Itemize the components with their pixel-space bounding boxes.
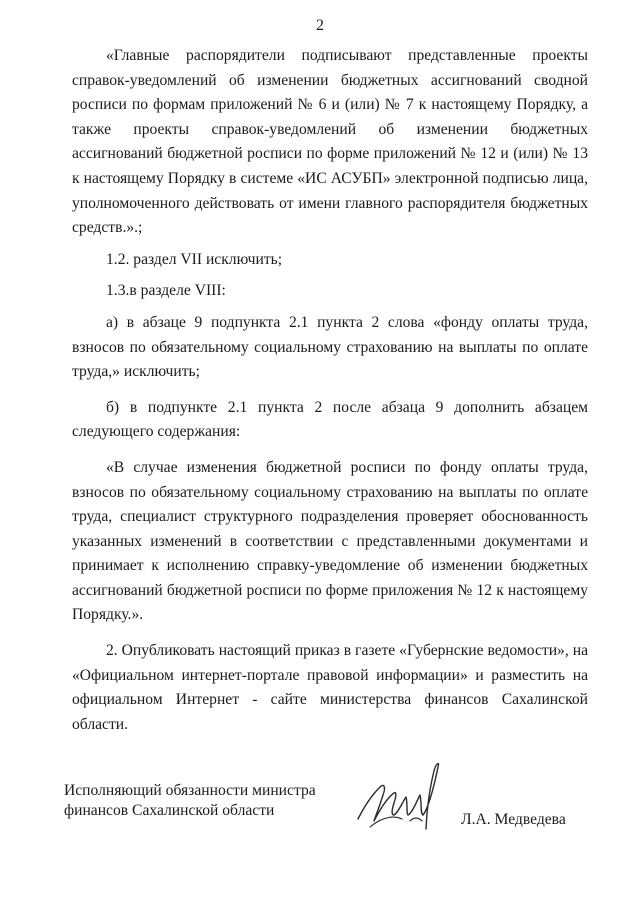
- paragraph-subitem-b: б) в подпункте 2.1 пункта 2 после абзаца 9 дополнить абзацем следующего содержания:: [72, 398, 588, 441]
- handwritten-signature: [350, 757, 445, 837]
- signatory-name: Л.А. Медведева: [461, 811, 566, 828]
- signatory-position-line-1: Исполняющий обязанности министра: [64, 782, 316, 799]
- paragraph-item-1-2: 1.2. раздел VII исключить;: [106, 250, 283, 268]
- document-body: [72, 44, 588, 737]
- signatory-position: [64, 781, 316, 821]
- paragraph-subitem-a: а) в абзаце 9 подпункта 2.1 пункта 2 слова «фонду оплаты труда, взносов по обязательному социальному страхованию на выплаты по оплате труда,» исключить;: [72, 313, 588, 381]
- paragraph-item-2-publish: 2. Опубликовать настоящий приказ в газете «Губернские ведомости», на «Официальном интернет-портале правовой информации» и разместить на официальном Интернет - сайте министерства финансов Сахалинской области.: [72, 642, 588, 733]
- signatory-position-line-2: финансов Сахалинской области: [64, 802, 275, 819]
- paragraph-quoted-addition: «В случае изменения бюджетной росписи по фонду оплаты труда, взносов по обязательному социальному страхованию на выплаты по оплате труда, специалист структурного подразделения проверяет обоснованность указанных изменений в соответствии с представленными документами и принимает к исполнению справку-уведомление об изменении бюджетных ассигнований бюджетной росписи по форме приложения № 12 к настоящему Порядку.».: [72, 458, 588, 624]
- paragraph-item-1-3: 1.3.в разделе VIII:: [106, 282, 226, 300]
- paragraph-signing-procedure: «Главные распорядители подписывают представленные проекты справок-уведомлений об изменении бюджетных ассигнований сводной росписи по формам приложений № 6 и (или) № 7 к настоящему Порядку, а также проекты справок-уведомлений об изменении бюджетных ассигнований бюджетной росписи по форме приложений № 12 и (или) № 13 к настоящему Порядку в системе «ИС АСУБП» электронной подписью лица, уполномоченного действовать от имени главного распорядителя бюджетных средств.».;: [72, 47, 588, 237]
- page-number: 2: [316, 17, 324, 34]
